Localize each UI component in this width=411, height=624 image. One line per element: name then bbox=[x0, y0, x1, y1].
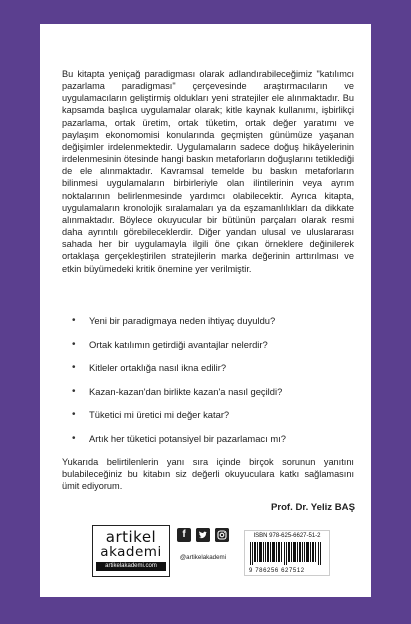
social-links bbox=[174, 528, 232, 572]
social-handle: @artikelakademi bbox=[179, 554, 227, 561]
bullet-icon: • bbox=[72, 409, 76, 421]
bullet-icon: • bbox=[72, 432, 76, 444]
logo-top-text: artikel bbox=[105, 528, 157, 546]
closing-paragraph: Yukarıda belirtilenlerin yanı sıra içinde birçok sorunun yanıtını bulabileceğiniz bu kitabın siz değerli okuyuculara katkı sağlamasını ümit ediyorum. bbox=[62, 457, 354, 492]
list-item bbox=[72, 408, 352, 432]
bullet-icon: • bbox=[72, 338, 76, 350]
question-text: Kazan-kazan'dan birlikte kazan'a nasıl geçildi? bbox=[89, 385, 283, 397]
instagram-icon bbox=[215, 528, 229, 542]
question-text: Kitleler ortaklığa nasıl ikna edilir? bbox=[89, 362, 227, 374]
publisher-url: artikelakademi.com bbox=[96, 562, 166, 571]
barcode-number: 9 786256 627512 bbox=[249, 568, 305, 574]
question-text: Tüketici mi üretici mi değer katar? bbox=[89, 409, 230, 421]
barcode-icon bbox=[250, 542, 324, 565]
facebook-icon: f bbox=[177, 528, 191, 542]
logo-bottom-text: akademi bbox=[100, 544, 162, 560]
list-item bbox=[72, 338, 352, 362]
bullet-icon: • bbox=[72, 362, 76, 374]
bullet-icon: • bbox=[72, 385, 76, 397]
list-item bbox=[72, 432, 352, 456]
twitter-icon bbox=[196, 528, 210, 542]
isbn-barcode bbox=[244, 530, 330, 576]
list-item bbox=[72, 361, 352, 385]
author-name: Prof. Dr. Yeliz BAŞ bbox=[270, 502, 355, 513]
social-icons bbox=[174, 528, 232, 548]
list-item bbox=[72, 314, 352, 338]
description-paragraph: Bu kitapta yeniçağ paradigması olarak adlandırabileceğimiz "katılımcı pazarlama paradigması" çerçevesinde araştırmacıların ve uygulamacıların geliştirmiş oldukları yeni stratejiler ele alınmaktadır. Bu kapsamda başlıca uygulamalar olarak; kitle kaynak kullanımı, işbirlikçi pazarlama, ortak üretim, ortak tüketim, ortak değer yaratımı ve paylaşım ekonomomisi konularında geçmişten günümüze yaşanan değişimler irdelenmektedir. Uygulamaların sadece doğuş hikâyelerinin irdelenmesinin ötesinde hangi baskın metaforların doğuşlarını tetiklediği de ele alınmaktadır. Kavramsal temelde bu baskın metaforların bilinmesi uygulamaların birbirleriyle olan ilintilerinin veya ayrım noktalarının belirlenmesinde yardımcı olabilecektir. Ayrıca kitapta, uygulamaların kronolojik sıralamaları ya da eşzamanlılıkları da dikkate alınmaktadır. Böylece okuyucular bir bütünün parçaları olarak resmi daha ayrıntılı görebileceklerdir. Diğer yandan ulusal ve uluslararası sahada her bir uygulamayla ilgili öne çıkan örneklere değinilerek ortaklaşa gerçekleştirilen stratejilerin marka değerinin arttırılması ve etkin büyümedeki kritik önemine yer verilmiştir. bbox=[62, 69, 354, 274]
bullet-icon: • bbox=[72, 315, 76, 326]
list-item bbox=[72, 385, 352, 409]
question-text: Artık her tüketici potansiyel bir pazarlamacı mı? bbox=[89, 432, 286, 444]
question-list bbox=[72, 314, 352, 456]
isbn-label: ISBN 978-625-6627-51-2 bbox=[253, 533, 321, 539]
publisher-logo bbox=[92, 525, 170, 577]
question-text: Ortak katılımın getirdiği avantajlar nelerdir? bbox=[89, 338, 268, 350]
question-text: Yeni bir paradigmaya neden ihtiyaç duyuldu? bbox=[89, 315, 276, 326]
